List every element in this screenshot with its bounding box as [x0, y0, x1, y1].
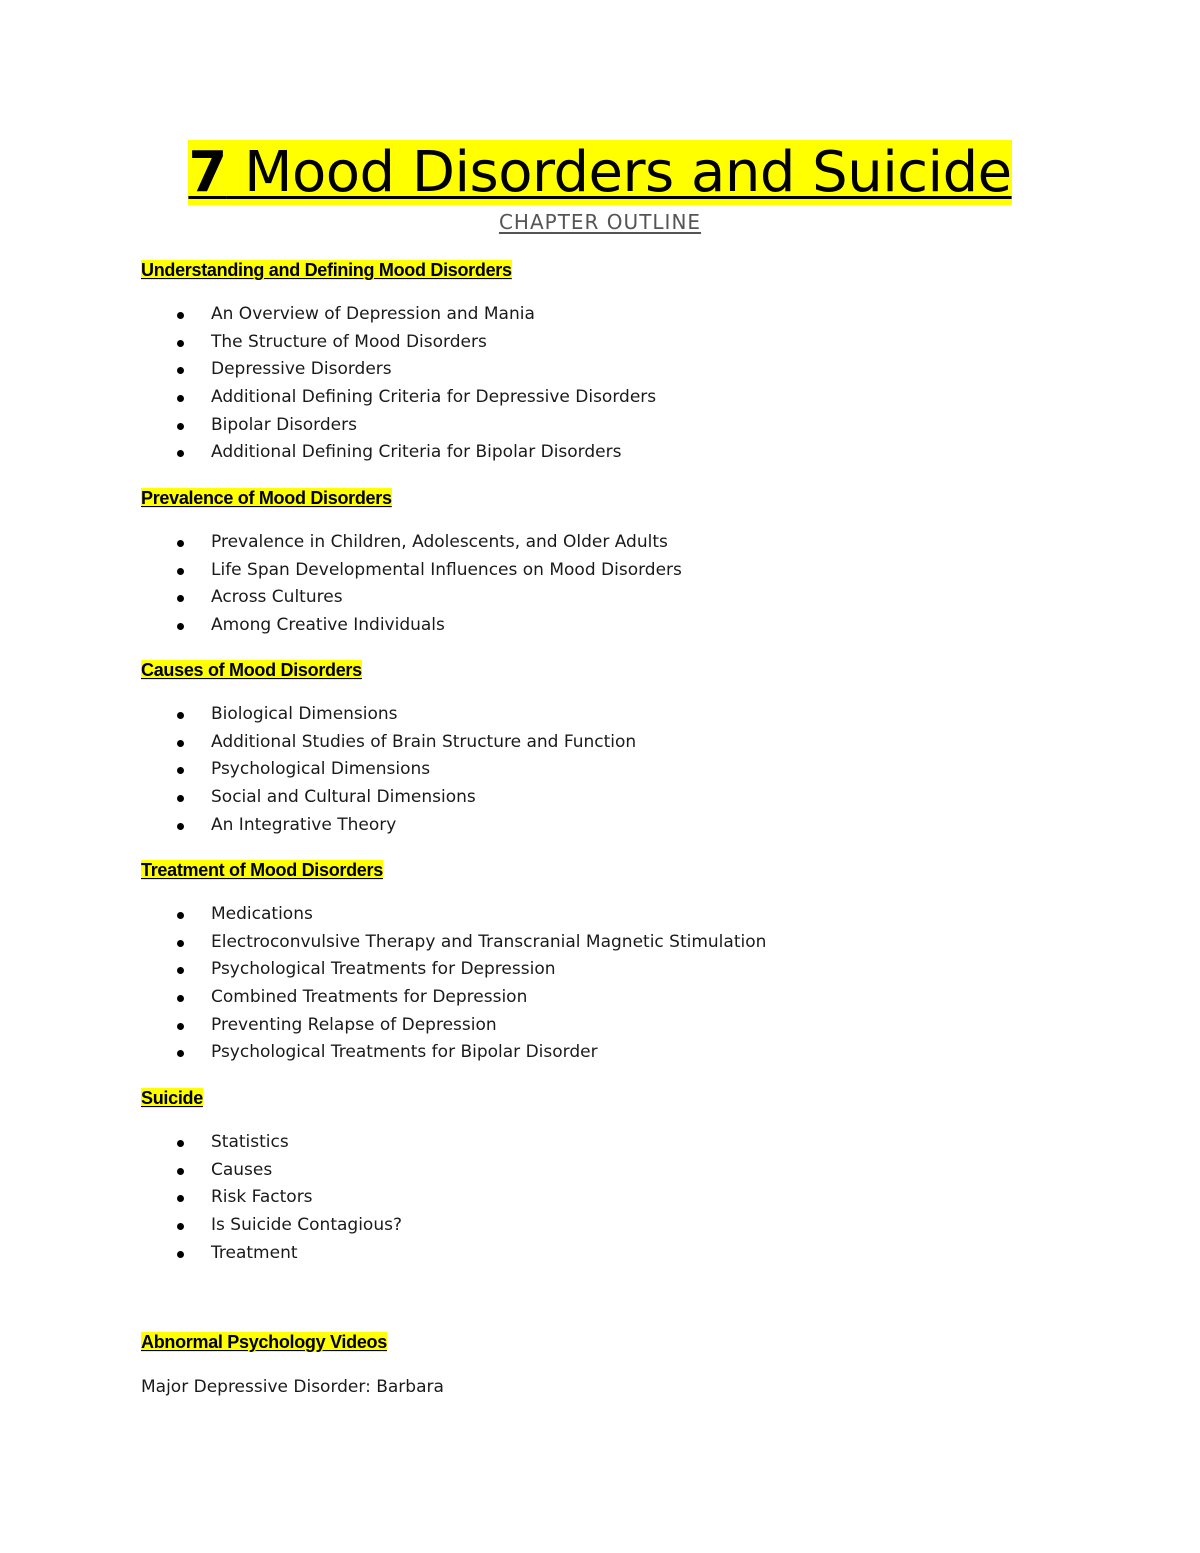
section-heading-videos: Abnormal Psychology Videos	[141, 1332, 387, 1352]
list-item: Additional Studies of Brain Structure and Function	[141, 729, 636, 757]
section-heading-treatment: Treatment of Mood Disorders	[141, 860, 383, 880]
bullet-icon	[177, 395, 184, 402]
list-item: Preventing Relapse of Depression	[141, 1012, 766, 1040]
list-item: An Overview of Depression and Mania	[141, 301, 656, 329]
section-list-causes	[141, 701, 636, 839]
list-item: Among Creative Individuals	[141, 612, 682, 640]
list-item: The Structure of Mood Disorders	[141, 329, 656, 357]
bullet-icon	[177, 1251, 184, 1258]
chapter-title-text: Mood Disorders and Suicide	[226, 140, 1012, 205]
section-list-treatment	[141, 901, 766, 1067]
section-list-prevalence	[141, 529, 682, 640]
list-item: Risk Factors	[141, 1184, 402, 1212]
bullet-icon	[177, 823, 184, 830]
section-heading-prevalence: Prevalence of Mood Disorders	[141, 488, 392, 508]
bullet-icon	[177, 1168, 184, 1175]
bullet-icon	[177, 312, 184, 319]
section-list-suicide	[141, 1129, 402, 1267]
bullet-icon	[177, 450, 184, 457]
bullet-icon	[177, 423, 184, 430]
section-list-understanding	[141, 301, 656, 467]
bullet-icon	[177, 367, 184, 374]
list-item: Medications	[141, 901, 766, 929]
bullet-icon	[177, 540, 184, 547]
section-heading-causes: Causes of Mood Disorders	[141, 660, 362, 680]
list-item: Additional Defining Criteria for Bipolar Disorders	[141, 439, 656, 467]
list-item: Causes	[141, 1157, 402, 1185]
bullet-icon	[177, 1140, 184, 1147]
list-item: Across Cultures	[141, 584, 682, 612]
bullet-icon	[177, 912, 184, 919]
bullet-icon	[177, 1195, 184, 1202]
bullet-icon	[177, 1023, 184, 1030]
bullet-icon	[177, 940, 184, 947]
section-heading-suicide: Suicide	[141, 1088, 203, 1108]
bullet-icon	[177, 967, 184, 974]
list-item: An Integrative Theory	[141, 812, 636, 840]
list-item: Life Span Developmental Influences on Mood Disorders	[141, 557, 682, 585]
chapter-outline-subtitle: CHAPTER OUTLINE	[498, 210, 702, 234]
list-item: Depressive Disorders	[141, 356, 656, 384]
section-heading-understanding: Understanding and Defining Mood Disorders	[141, 260, 512, 280]
bullet-icon	[177, 712, 184, 719]
list-item: Combined Treatments for Depression	[141, 984, 766, 1012]
bullet-icon	[177, 595, 184, 602]
list-item: Electroconvulsive Therapy and Transcranial Magnetic Stimulation	[141, 929, 766, 957]
video-item: Major Depressive Disorder: Barbara	[141, 1377, 444, 1397]
list-item: Additional Defining Criteria for Depressive Disorders	[141, 384, 656, 412]
document-title	[0, 140, 1200, 206]
list-item: Psychological Treatments for Depression	[141, 956, 766, 984]
bullet-icon	[177, 740, 184, 747]
bullet-icon	[177, 568, 184, 575]
list-item: Is Suicide Contagious?	[141, 1212, 402, 1240]
list-item: Psychological Dimensions	[141, 756, 636, 784]
list-item: Biological Dimensions	[141, 701, 636, 729]
bullet-icon	[177, 795, 184, 802]
list-item: Treatment	[141, 1240, 402, 1268]
list-item: Statistics	[141, 1129, 402, 1157]
bullet-icon	[177, 1050, 184, 1057]
list-item: Bipolar Disorders	[141, 412, 656, 440]
list-item: Prevalence in Children, Adolescents, and Older Adults	[141, 529, 682, 557]
chapter-number: 7	[188, 140, 227, 205]
bullet-icon	[177, 767, 184, 774]
bullet-icon	[177, 995, 184, 1002]
bullet-icon	[177, 1223, 184, 1230]
list-item: Psychological Treatments for Bipolar Disorder	[141, 1039, 766, 1067]
list-item: Social and Cultural Dimensions	[141, 784, 636, 812]
bullet-icon	[177, 340, 184, 347]
bullet-icon	[177, 623, 184, 630]
